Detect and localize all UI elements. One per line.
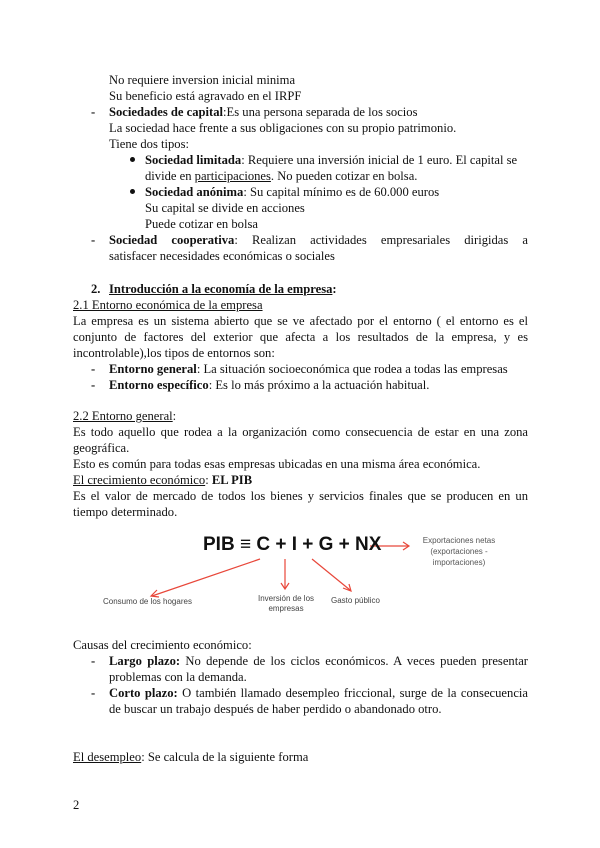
nx-note-line: importaciones) (432, 558, 486, 567)
i-label (249, 594, 323, 614)
underlined-term: El desempleo (73, 750, 142, 764)
dash-bullet: - (91, 105, 96, 119)
pib-formula: PIB ≡ C + I + G + NX (203, 534, 382, 555)
paragraph-line: Es el valor de mercado de todos los bienes y servicios finales que se producen en un (73, 489, 528, 503)
arrow-c (152, 559, 260, 596)
underlined-term: participaciones (194, 169, 271, 183)
term-text: O también llamado desempleo friccional, surge de la consecuencia (177, 686, 528, 700)
paragraph-line: conjunto de factores del exterior que afecta a los resultados de la empresa, y es (73, 330, 528, 344)
text-line: satisfacer necesidades económicas o sociales (109, 249, 335, 263)
subsection-heading: 2.1 Entorno económica de la empresa (73, 298, 263, 312)
nx-note-line: Exportaciones netas (422, 536, 496, 545)
nx-note-line: (exportaciones - (430, 547, 488, 556)
term-text: No depende de los ciclos económicos. A veces pueden presentar (180, 654, 528, 668)
i-label-line: Inversión de los (257, 594, 315, 603)
text-fragment: : Se calcula de la siguiente forma (141, 750, 309, 764)
term-label: Corto plazo: (109, 686, 178, 700)
text-fragment: divide en (145, 169, 195, 183)
dash-bullet: - (91, 654, 96, 668)
text-line: problemas con la demanda. (109, 670, 247, 684)
i-label-line: empresas (268, 604, 304, 613)
page-number: 2 (73, 798, 80, 812)
term-text: : Requiere una inversión inicial de 1 euro. El capital se (241, 153, 518, 167)
term-label: Sociedad cooperativa (109, 233, 235, 247)
text-line: Su capital se divide en acciones (145, 201, 305, 215)
dash-bullet: - (91, 362, 96, 376)
text-line: de buscar un trabajo después de haber perdido o abandonado otro. (109, 702, 442, 716)
dash-bullet: - (91, 686, 96, 700)
list-item-corto-plazo (109, 685, 528, 701)
term-label: Sociedad anónima (145, 185, 244, 199)
desempleo-line (73, 749, 308, 765)
arrow-g (312, 559, 350, 590)
paragraph-line: Esto es común para todas esas empresas ubicadas en una misma área económica. (73, 457, 481, 471)
subsection-title: 2.2 Entorno general (73, 409, 173, 423)
term-text: :Es una persona separada de los socios (223, 105, 418, 119)
term-text: : Es lo más próximo a la actuación habitual. (208, 378, 430, 392)
c-label: Consumo de los hogares (103, 597, 192, 606)
term-label: Entorno específico (109, 378, 209, 392)
text-fragment: : (205, 473, 212, 487)
dash-bullet: - (91, 233, 96, 247)
text-line: La sociedad hace frente a sus obligaciones con su propio patrimonio. (109, 121, 457, 135)
text-line: Tiene dos tipos: (109, 137, 190, 151)
heading-colon: : (332, 282, 337, 296)
g-label: Gasto público (331, 596, 380, 605)
text-line: Puede cotizar en bolsa (145, 217, 258, 231)
term-label: Largo plazo: (109, 654, 181, 668)
term-text: : La situación socioeconómica que rodea a todas las empresas (196, 362, 508, 376)
term-label: EL PIB (211, 473, 253, 487)
text-fragment: . No pueden cotizar en bolsa. (270, 169, 418, 183)
list-item-largo-plazo (109, 653, 528, 669)
section-title: Introducción a la economía de la empresa (109, 282, 333, 296)
paragraph-line: incontrolable),los tipos de entornos son: (73, 346, 275, 360)
term-label: Entorno general (109, 362, 197, 376)
dash-bullet: - (91, 378, 96, 392)
term-label: Sociedades de capital (109, 105, 224, 119)
heading-colon: : (172, 409, 177, 423)
text-line: Su beneficio está agravado en el IRPF (109, 89, 302, 103)
paragraph-line: Es todo aquello que rodea a la organización como consecuencia de estar en una zona (73, 425, 528, 439)
paragraph-line: La empresa es un sistema abierto que se ve afectado por el entorno ( el entorno es el (73, 314, 528, 328)
section-number: 2. (91, 282, 101, 296)
term-label: Sociedad limitada (145, 153, 242, 167)
paragraph-line: tiempo determinado. (73, 505, 178, 519)
term-text: : Su capital mínimo es de 60.000 euros (243, 185, 440, 199)
text-line: No requiere inversion inicial minima (109, 73, 296, 87)
underlined-term: El crecimiento económico (73, 473, 206, 487)
paragraph-line: Causas del crecimiento económico: (73, 638, 252, 652)
nx-note (416, 535, 502, 568)
paragraph-line: geográfica. (73, 441, 130, 455)
term-text: : Realizan actividades empresariales dirigidas a (234, 233, 528, 247)
